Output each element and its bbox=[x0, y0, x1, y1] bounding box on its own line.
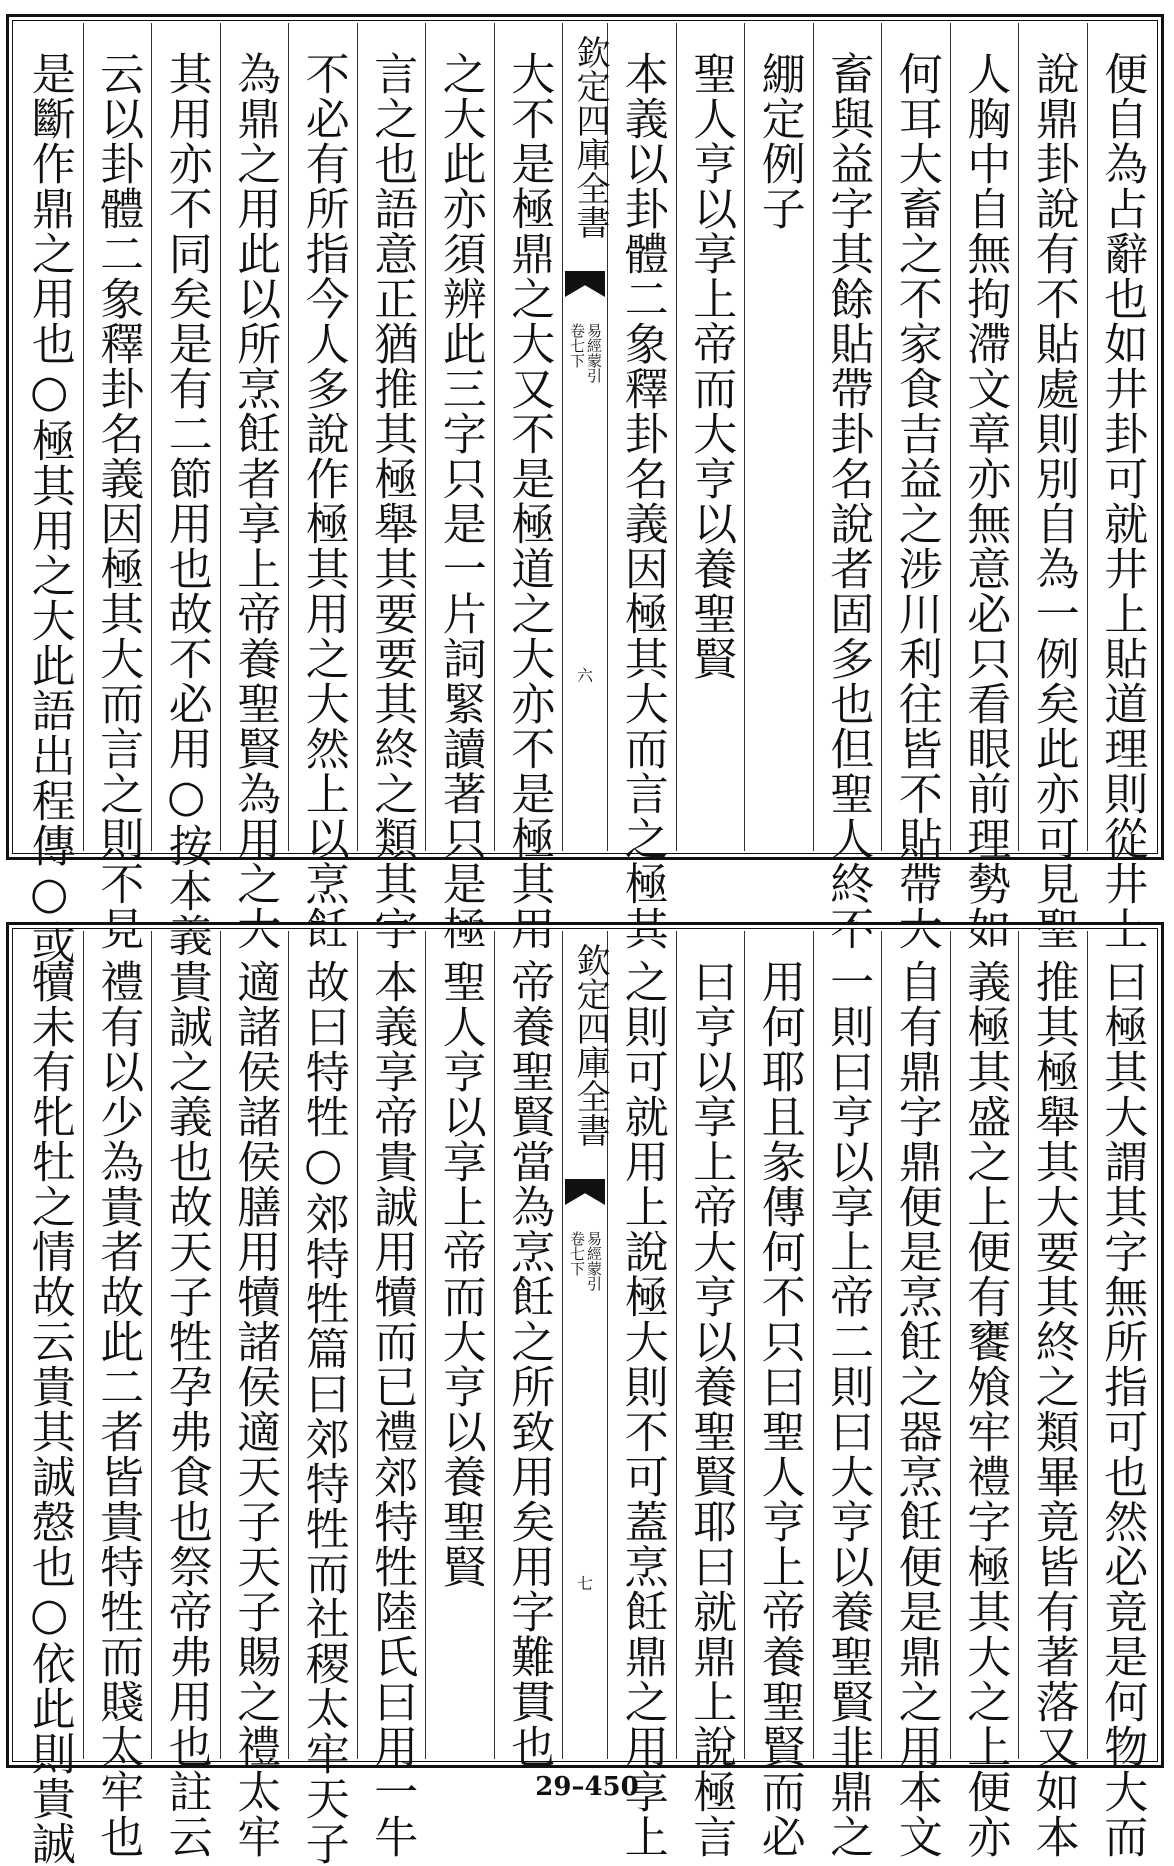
text-column bbox=[676, 931, 745, 1859]
text-column bbox=[357, 23, 426, 951]
book-title: 欽定四庫全書 bbox=[570, 35, 610, 239]
column-text: 曰亨以享上帝大亨以養聖賢耶曰就鼎上說極言 bbox=[685, 959, 737, 1859]
text-column bbox=[494, 23, 563, 951]
text-column bbox=[1018, 931, 1087, 1859]
text-column bbox=[950, 931, 1019, 1859]
text-column bbox=[1087, 931, 1156, 1859]
column-text: 犢未有牝牡之情故云貴其誠慤也○依此則貴誠 bbox=[23, 959, 75, 1866]
column-text: 何耳大畜之不家食吉益之涉川利往皆不貼帶大 bbox=[890, 51, 942, 951]
text-column bbox=[288, 23, 357, 951]
text-column bbox=[1018, 23, 1087, 951]
text-column bbox=[151, 23, 220, 958]
volume-label: 卷七下 bbox=[568, 323, 586, 368]
column-text: 為鼎之用此以所烹飪者享上帝養聖賢為用之大 bbox=[229, 51, 281, 951]
volume-label: 卷七下 bbox=[568, 1231, 586, 1276]
text-column bbox=[220, 23, 289, 951]
column-text: 其用亦不同矣是有二節用也故不必用○按本義 bbox=[160, 51, 212, 958]
column-text: 不必有所指今人多說作極其用之大然上以烹飪 bbox=[297, 51, 349, 951]
column-text: 之大此亦須辨此三字只是一片詞緊讀著只是極 bbox=[434, 51, 486, 951]
column-text: 曰極其大謂其字無所指可也然必竟是何物大而 bbox=[1096, 959, 1148, 1859]
text-column bbox=[425, 23, 494, 951]
column-text: 帝養聖賢當為烹飪之所致用矣用字難貫也 bbox=[503, 959, 555, 1769]
work-title: 易經蒙引 bbox=[585, 1231, 603, 1291]
text-column bbox=[881, 23, 950, 951]
column-text: 故曰特牲○郊特牲篇曰郊特牲而社稷太牢天子 bbox=[297, 959, 349, 1866]
text-column bbox=[607, 931, 676, 1859]
text-column bbox=[288, 931, 357, 1866]
column-text: 云以卦體二象釋卦名義因極其大而言之則不見 bbox=[92, 51, 144, 951]
column-text: 是斷作鼎之用也○極其用之大此語出程傳○或 bbox=[23, 51, 75, 965]
fishtail-mark bbox=[565, 1179, 605, 1205]
work-title: 易經蒙引 bbox=[585, 323, 603, 383]
text-column bbox=[151, 931, 220, 1859]
text-column bbox=[357, 931, 426, 1859]
text-column bbox=[744, 23, 813, 851]
spine-subtitle bbox=[563, 1231, 607, 1291]
column-text: 大不是極鼎之大又不是極道之大亦不是極其用 bbox=[503, 51, 555, 951]
text-column bbox=[83, 23, 152, 951]
column-text: 推其極舉其大要其終之類畢竟皆有著落又如本 bbox=[1027, 959, 1079, 1859]
text-column bbox=[1087, 23, 1156, 951]
column-text: 禮有以少為貴者故此二者皆貴特牲而賤太牢也 bbox=[92, 959, 144, 1859]
spine-subtitle bbox=[563, 323, 607, 383]
text-column bbox=[813, 23, 882, 951]
column-text: 人胸中自無拘滯文章亦無意必只看眼前理勢如 bbox=[959, 51, 1011, 951]
text-column bbox=[881, 931, 950, 1859]
leaf-number: 六 bbox=[576, 666, 593, 685]
page-number: 29–450 bbox=[535, 1772, 639, 1802]
text-column bbox=[83, 931, 152, 1859]
top-page bbox=[6, 14, 1164, 965]
column-text: 用何耶且彖傳何不只曰聖人亨上帝養聖賢而必 bbox=[753, 959, 805, 1859]
column-text: 說鼎卦說有不貼處則別自為一例矣此亦可見聖 bbox=[1027, 51, 1079, 951]
column-text: 本義以卦體二象釋卦名義因極其大而言之極其 bbox=[616, 51, 668, 951]
column-text: 本義享帝貴誠用犢而已禮郊特牲陸氏曰用一牛 bbox=[366, 959, 418, 1859]
text-column bbox=[220, 931, 289, 1859]
column-text: 綳定例子 bbox=[753, 51, 805, 231]
column-text: 畜與益字其餘貼帶卦名說者固多也但聖人終不 bbox=[822, 51, 874, 951]
text-column bbox=[813, 931, 882, 1859]
text-column bbox=[607, 23, 676, 951]
text-column bbox=[425, 931, 494, 1759]
column-text: 聖人亨以享上帝而大亨以養聖賢 bbox=[685, 51, 737, 681]
column-text: 適諸侯諸侯膳用犢諸侯適天子天子賜之禮太牢 bbox=[229, 959, 281, 1859]
text-column bbox=[15, 931, 83, 1866]
column-text: 便自為占辭也如井卦可就井上貼道理則從井上 bbox=[1096, 51, 1148, 951]
spine-center-column bbox=[562, 931, 610, 1759]
text-column bbox=[15, 23, 83, 965]
column-text: 言之也語意正猶推其極舉其要要其終之類其字 bbox=[366, 51, 418, 951]
column-text: 貴誠之義也故天子牲孕弗食也祭帝弗用也註云 bbox=[160, 959, 212, 1859]
spine-center-column bbox=[562, 23, 610, 851]
top-page-columns bbox=[15, 23, 1155, 965]
book-title: 欽定四庫全書 bbox=[570, 943, 610, 1147]
column-text: 自有鼎字鼎便是烹飪之器烹飪便是鼎之用本文 bbox=[890, 959, 942, 1859]
column-text: 之則可就用上說極大則不可蓋烹飪鼎之用享上 bbox=[616, 959, 668, 1859]
text-column bbox=[950, 23, 1019, 951]
column-text: 一則曰亨以享上帝二則曰大亨以養聖賢非鼎之 bbox=[822, 959, 874, 1859]
leaf-number: 七 bbox=[576, 1574, 593, 1593]
column-text: 聖人亨以享上帝而大亨以養聖賢 bbox=[434, 959, 486, 1589]
column-text: 義極其盛之上便有饔飧牢禮字極其大之上便亦 bbox=[959, 959, 1011, 1859]
text-column bbox=[676, 23, 745, 851]
fishtail-mark bbox=[565, 271, 605, 297]
text-column bbox=[494, 931, 563, 1769]
text-column bbox=[744, 931, 813, 1859]
